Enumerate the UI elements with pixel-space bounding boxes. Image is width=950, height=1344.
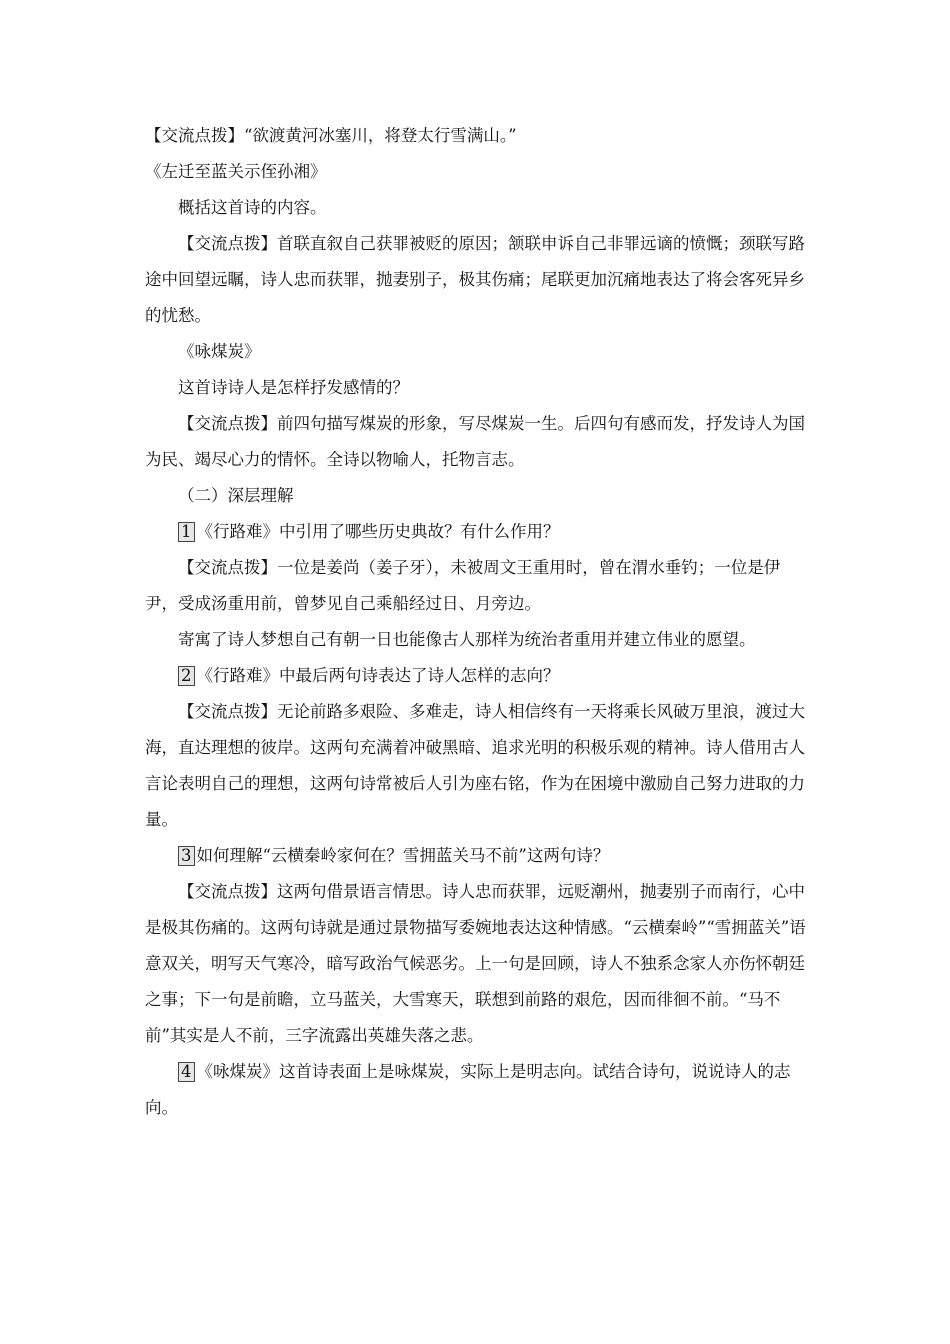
paragraph-answer-3: 【交流点拨】前四句描写煤炭的形象，写尽煤炭一生。后四句有感而发，抒发诗人为国为民、竭尽心力的情怀。全诗以物喻人，托物言志。: [145, 414, 805, 469]
paragraph-answer-5: 【交流点拨】无论前路多艰险、多难走，诗人相信终有一天将乘长风破万里浪，渡过大海，直达理想的彼岸。这两句充满着冲破黑暗、追求光明的积极乐观的精神。诗人借用古人言论表明自己的理想，这两句诗常被后人引为座右铭，作为在困境中激励自己努力进取的力量。: [145, 702, 805, 829]
question-emotion: 这首诗诗人是怎样抒发感情的？: [178, 378, 409, 397]
poem-title-yongmeitan: 《咏煤炭》: [178, 342, 261, 361]
question-1-text: 《行路难》中引用了哪些历史典故？有什么作用？: [196, 522, 560, 541]
question-number-1: 1: [178, 522, 195, 542]
question-4-text: 《咏煤炭》这首诗表面上是咏煤炭，实际上是明志向。试结合诗句，说说诗人的志向。: [145, 1062, 791, 1117]
section-heading-deep-understanding: （二）深层理解: [178, 486, 294, 505]
question-1: [145, 514, 810, 550]
question-2-text: 《行路难》中最后两句诗表达了诗人怎样的志向？: [196, 666, 560, 685]
paragraph-answer-4: 【交流点拨】一位是姜尚（姜子牙），未被周文王重用时，曾在渭水垂钓；一位是伊尹，受成汤重用前，曾梦见自己乘船经过日、月旁边。: [145, 558, 781, 613]
question-number-4: 4: [178, 1062, 195, 1082]
poem-title-zuoqian: 《左迁至蓝关示侄孙湘》: [145, 162, 327, 181]
document-body: [145, 118, 810, 1126]
paragraph-answer-2: 【交流点拨】首联直叙自己获罪被贬的原因；颔联申诉自己非罪远谪的愤慨；颈联写路途中回望远瞩，诗人忠而获罪，抛妻别子，极其伤痛；尾联更加沉痛地表达了将会客死异乡的忧愁。: [145, 234, 805, 325]
question-2: [145, 658, 810, 694]
paragraph-answer-1: 【交流点拨】“欲渡黄河冰塞川，将登太行雪满山。”: [145, 126, 517, 145]
question-number-3: 3: [178, 846, 195, 866]
paragraph-answer-6: 【交流点拨】这两句借景语言情思。诗人忠而获罪，远贬潮州，抛妻别子而南行，心中是极其伤痛的。这两句诗就是通过景物描写委婉地表达这种情感。“云横秦岭”“雪拥蓝关”语意双关，明写天气寒冷，暗写政治气候恶劣。上一句是回顾，诗人不独系念家人亦伤怀朝廷之事；下一句是前瞻，立马蓝关，大雪寒天，联想到前路的艰危，因而徘徊不前。“马不前”其实是人不前，三字流露出英雄失落之悲。: [145, 882, 806, 1045]
paragraph-answer-4-cont: 寄寓了诗人梦想自己有朝一日也能像古人那样为统治者重用并建立伟业的愿望。: [178, 630, 756, 649]
question-3: [145, 838, 810, 874]
question-3-text: 如何理解“云横秦岭家何在？雪拥蓝关马不前”这两句诗？: [196, 846, 610, 865]
question-number-2: 2: [178, 666, 195, 686]
question-summary: 概括这首诗的内容。: [178, 198, 327, 217]
question-4: [145, 1054, 810, 1126]
